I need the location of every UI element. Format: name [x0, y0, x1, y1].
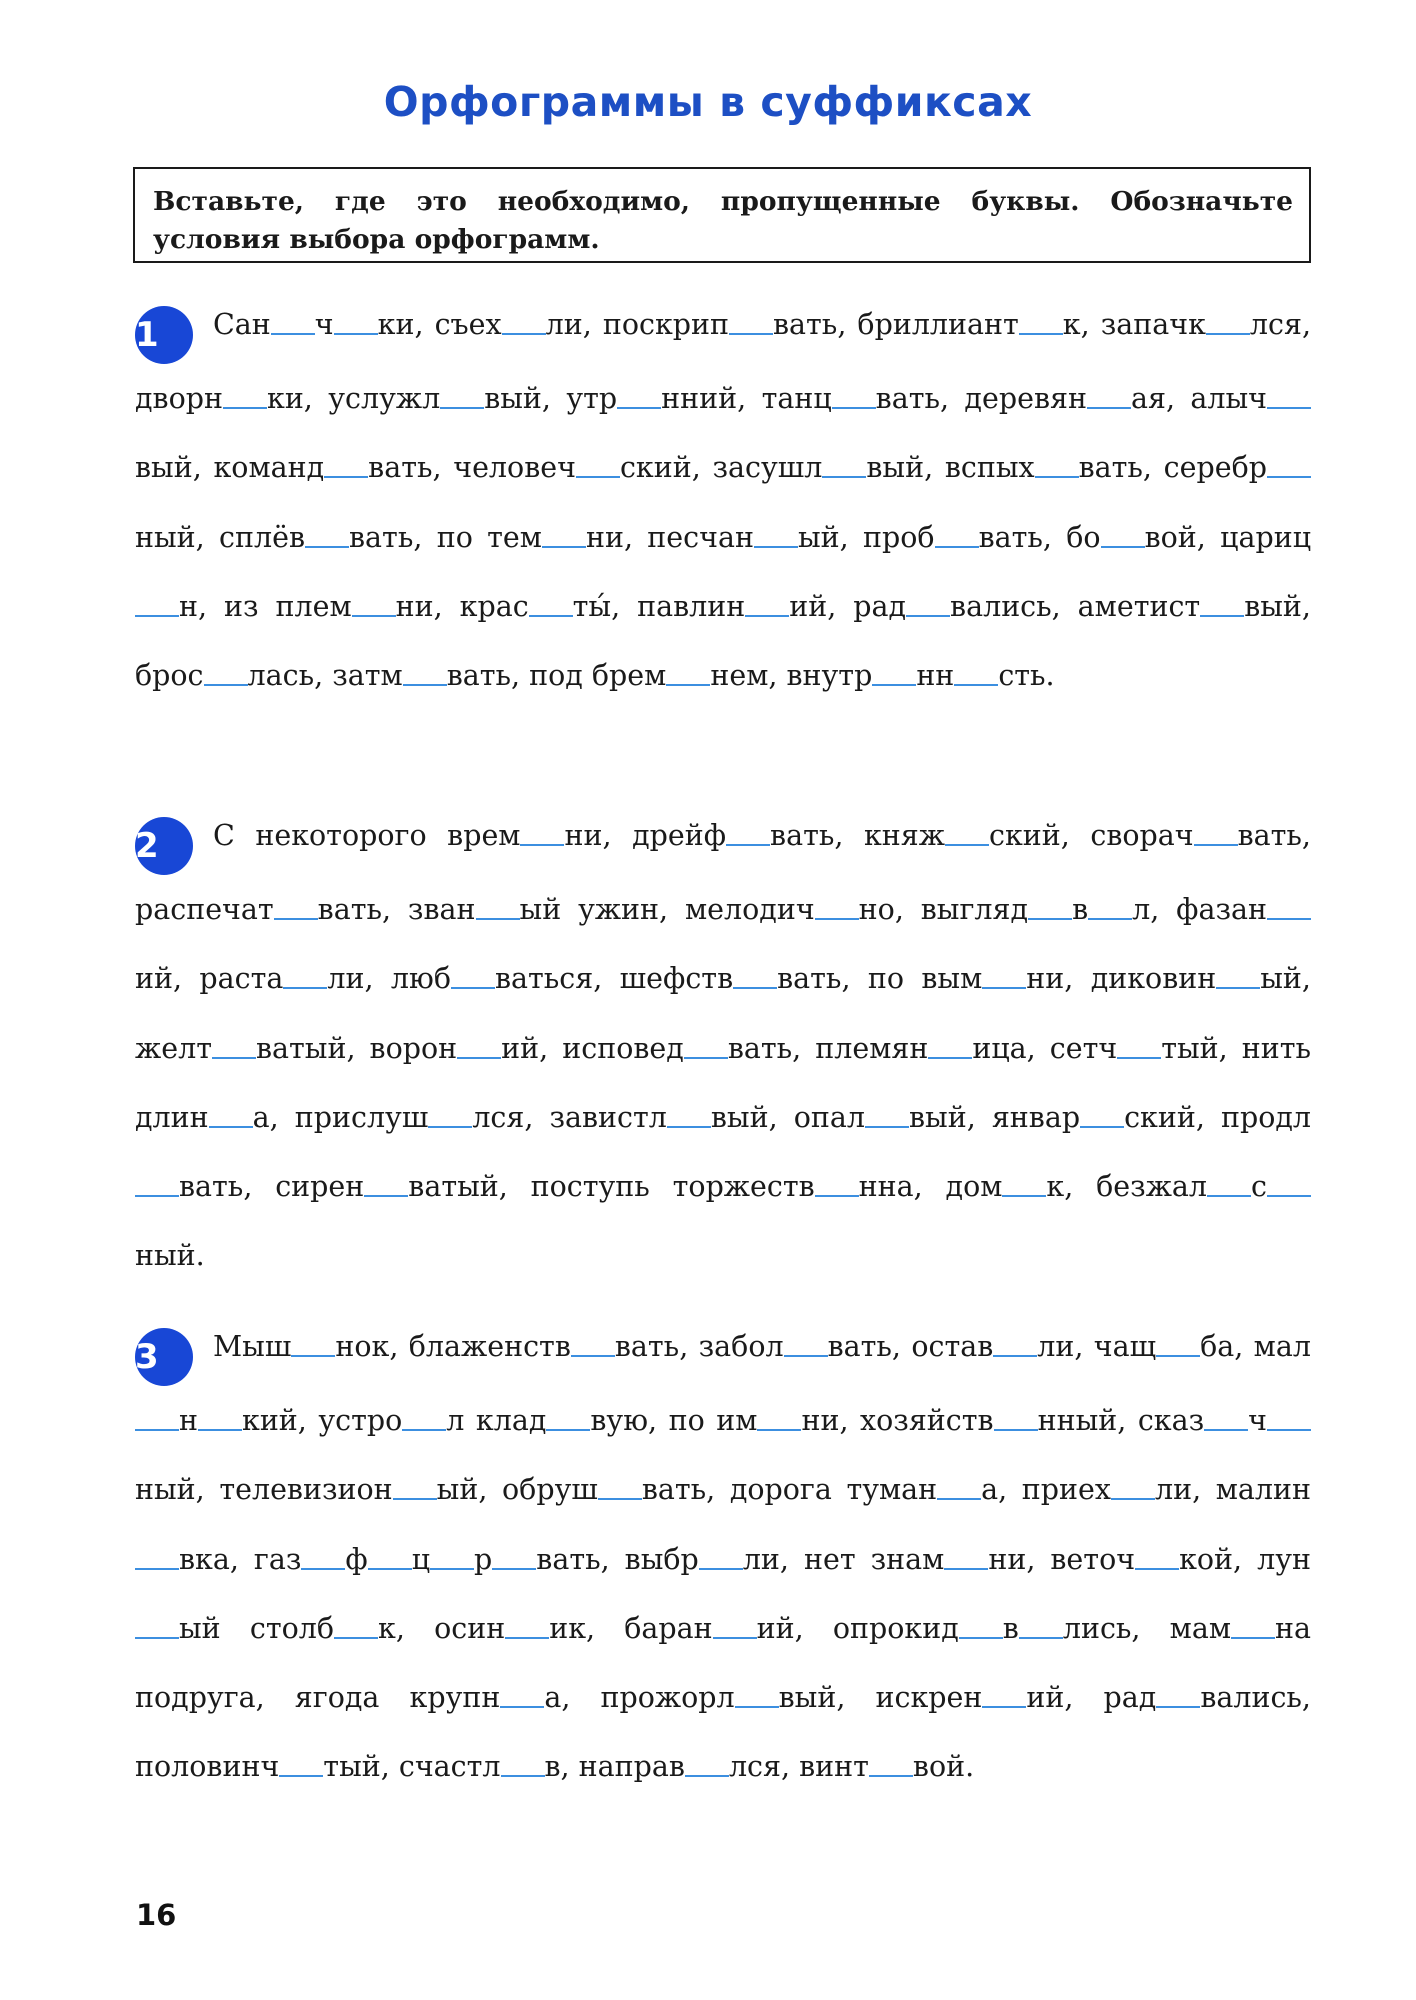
blank-line[interactable]	[822, 476, 866, 478]
text-fragment: вать, сирен	[179, 1170, 365, 1204]
text-fragment: вать, человеч	[368, 451, 576, 485]
blank-line[interactable]	[1101, 546, 1145, 548]
blank-line[interactable]	[1035, 476, 1079, 478]
blank-line[interactable]	[666, 684, 710, 686]
blank-line[interactable]	[1019, 333, 1063, 335]
blank-line[interactable]	[135, 1429, 179, 1431]
text-fragment: ий, раста	[135, 962, 284, 996]
text-fragment: ый, проб	[797, 520, 935, 554]
blank-line[interactable]	[784, 1355, 828, 1357]
blank-line[interactable]	[832, 407, 876, 409]
blank-line[interactable]	[1028, 918, 1072, 920]
blank-line[interactable]	[283, 987, 327, 989]
blank-line[interactable]	[735, 1706, 779, 1708]
blank-line[interactable]	[279, 1775, 323, 1777]
instruction-box: Вставьте, где это необходимо, пропущенные буквы. Обозначьте условия выбора орфограмм.	[133, 167, 1311, 263]
text-fragment: вались, аметист	[950, 589, 1201, 623]
text-fragment: ик, баран	[549, 1611, 713, 1645]
blank-line[interactable]	[352, 615, 396, 617]
blank-line[interactable]	[520, 844, 564, 846]
blank-line[interactable]	[1267, 1195, 1311, 1197]
blank-line[interactable]	[135, 615, 179, 617]
blank-line[interactable]	[428, 1126, 472, 1128]
text-fragment: ки, съех	[377, 308, 502, 341]
blank-line[interactable]	[571, 1355, 615, 1357]
text-fragment: ый ужин, мелодич	[519, 893, 815, 926]
blank-line[interactable]	[945, 844, 989, 846]
exercise-number-badge: 1	[135, 306, 193, 364]
text-fragment: к, запачк	[1062, 308, 1206, 341]
blank-line[interactable]	[1117, 1057, 1161, 1059]
blank-line[interactable]	[393, 1498, 437, 1500]
text-fragment: вать, серебр	[1078, 451, 1267, 485]
page-number: 16	[136, 1898, 177, 1932]
text-fragment: вый, январ	[908, 1100, 1081, 1134]
text-fragment: вой.	[912, 1750, 975, 1784]
blank-line[interactable]	[364, 1195, 408, 1197]
blank-line[interactable]	[505, 1637, 549, 1639]
blank-line[interactable]	[209, 1126, 253, 1128]
blank-line[interactable]	[1216, 987, 1260, 989]
text-fragment: вать, племян	[727, 1031, 929, 1065]
text-fragment: вый, вспых	[866, 451, 1035, 485]
blank-line[interactable]	[684, 1057, 728, 1059]
blank-line[interactable]	[869, 1775, 913, 1777]
text-fragment: в	[1002, 1611, 1019, 1645]
text-fragment: к, осин	[378, 1611, 506, 1645]
text-fragment: вый, брос	[135, 589, 1311, 693]
text-fragment: вать, деревян	[875, 382, 1087, 415]
blank-line[interactable]	[368, 1568, 412, 1570]
text-fragment: ий, исповед	[501, 1031, 684, 1065]
blank-line[interactable]	[815, 918, 859, 920]
text-fragment: вый, команд	[135, 451, 325, 485]
text-fragment: в	[1072, 893, 1089, 926]
text-fragment: Мыш	[213, 1330, 292, 1363]
blank-line[interactable]	[726, 844, 770, 846]
blank-line[interactable]	[546, 1429, 590, 1431]
text-fragment: вать, зван	[317, 893, 476, 926]
text-fragment: ц	[411, 1542, 431, 1576]
text-fragment: ни, веточ	[988, 1542, 1136, 1576]
blank-line[interactable]	[1267, 476, 1311, 478]
blank-line[interactable]	[334, 1637, 378, 1639]
text-fragment: ватый, поступь торжеств	[408, 1170, 815, 1204]
text-fragment: ый столб	[179, 1611, 335, 1645]
text-fragment: ый, желт	[135, 962, 1311, 1065]
text-fragment: вать, выбр	[536, 1542, 699, 1576]
text-fragment: ты́, павлин	[572, 589, 746, 623]
text-fragment: ба, мал	[1200, 1330, 1311, 1363]
text-fragment: ий, рад	[1026, 1681, 1157, 1715]
text-fragment: а, прислуш	[252, 1100, 429, 1134]
text-fragment: ая, алыч	[1130, 382, 1268, 415]
blank-line[interactable]	[1206, 333, 1250, 335]
text-fragment: ли, поскрип	[545, 308, 729, 341]
text-fragment: вую, по им	[590, 1404, 758, 1437]
blank-line[interactable]	[937, 1498, 981, 1500]
text-fragment: ки, услужл	[267, 382, 441, 415]
blank-line[interactable]	[502, 333, 546, 335]
text-fragment: ч	[314, 308, 334, 341]
blank-line[interactable]	[1087, 407, 1131, 409]
text-fragment: ватый, ворон	[255, 1031, 458, 1065]
text-fragment: ли, люб	[327, 962, 451, 996]
blank-line[interactable]	[334, 333, 378, 335]
text-fragment: вать, под брем	[446, 659, 667, 693]
text-fragment: тый, счастл	[323, 1750, 501, 1784]
blank-line[interactable]	[576, 476, 620, 478]
blank-line[interactable]	[815, 1195, 859, 1197]
text-fragment: ский, сворач	[988, 819, 1194, 852]
text-fragment: вать, по тем	[349, 520, 542, 554]
blank-line[interactable]	[324, 476, 368, 478]
text-fragment: ваться, шефств	[494, 962, 734, 996]
text-fragment: ни, крас	[395, 589, 529, 623]
exercise-number-badge: 2	[135, 817, 193, 875]
blank-line[interactable]	[274, 918, 318, 920]
text-fragment: н	[179, 1404, 198, 1437]
blank-line[interactable]	[301, 1568, 345, 1570]
blank-line[interactable]	[542, 546, 586, 548]
blank-line[interactable]	[476, 918, 520, 920]
blank-line[interactable]	[1267, 1429, 1311, 1431]
blank-line[interactable]	[457, 1057, 501, 1059]
text-fragment: вый, искрен	[778, 1681, 983, 1715]
text-fragment: нем, внутр	[710, 659, 873, 693]
text-fragment: нок, блаженств	[335, 1330, 571, 1363]
text-fragment: вать, княж	[770, 819, 945, 852]
blank-line[interactable]	[1019, 1637, 1063, 1639]
blank-line[interactable]	[1135, 1568, 1179, 1570]
text-fragment: ский, продл	[1124, 1100, 1311, 1134]
blank-line[interactable]	[1267, 407, 1311, 409]
blank-line[interactable]	[135, 1568, 179, 1570]
blank-line[interactable]	[872, 684, 916, 686]
text-fragment: с	[1251, 1170, 1267, 1204]
blank-line[interactable]	[928, 1057, 972, 1059]
text-fragment: ни, песчан	[585, 520, 754, 554]
blank-line[interactable]	[713, 1637, 757, 1639]
text-fragment: нна, дом	[858, 1170, 1003, 1204]
blank-line[interactable]	[271, 333, 315, 335]
text-fragment: ни, диковин	[1026, 962, 1217, 996]
text-fragment: к, безжал	[1046, 1170, 1208, 1204]
blank-line[interactable]	[699, 1568, 743, 1570]
text-fragment: вать, распечат	[135, 819, 1311, 926]
exercise-1	[135, 290, 1311, 710]
blank-line[interactable]	[1267, 918, 1311, 920]
text-fragment: кий, устро	[242, 1404, 403, 1437]
blank-line[interactable]	[959, 1637, 1003, 1639]
blank-line[interactable]	[440, 407, 484, 409]
text-fragment: лись, мам	[1062, 1611, 1231, 1645]
blank-line[interactable]	[529, 615, 573, 617]
blank-line[interactable]	[757, 1429, 801, 1431]
text-fragment: С некоторого врем	[213, 819, 521, 852]
blank-line[interactable]	[212, 1057, 256, 1059]
blank-line[interactable]	[223, 407, 267, 409]
blank-line[interactable]	[754, 546, 798, 548]
blank-line[interactable]	[954, 684, 998, 686]
text-fragment: вка, газ	[179, 1542, 302, 1576]
blank-line[interactable]	[685, 1775, 729, 1777]
text-fragment: нн	[916, 659, 955, 693]
text-fragment: л клад	[446, 1404, 547, 1437]
blank-line[interactable]	[1156, 1706, 1200, 1708]
blank-line[interactable]	[1088, 918, 1132, 920]
text-fragment: ни, хозяйств	[801, 1404, 994, 1437]
text-fragment: ский, засушл	[619, 451, 823, 485]
text-fragment: но, выгляд	[858, 893, 1029, 926]
text-fragment: а, приех	[981, 1473, 1111, 1507]
text-fragment: лся, дворн	[135, 308, 1312, 415]
text-fragment: л, фазан	[1132, 893, 1267, 926]
page-title: Орфограммы в суффиксах	[383, 78, 1033, 126]
text-fragment: вый, опал	[710, 1100, 865, 1134]
text-fragment: ый, обруш	[436, 1473, 598, 1507]
blank-line[interactable]	[402, 1429, 446, 1431]
blank-line[interactable]	[1156, 1355, 1200, 1357]
blank-line[interactable]	[729, 333, 773, 335]
text-fragment: ный, телевизион	[135, 1473, 393, 1507]
text-fragment: Сан	[213, 308, 271, 341]
text-fragment: ни, дрейф	[564, 819, 727, 852]
text-fragment: вать, бриллиант	[773, 308, 1019, 341]
text-fragment: ли, малин	[1154, 1473, 1311, 1507]
text-fragment: сть.	[998, 659, 1055, 693]
text-fragment: вый, утр	[484, 382, 618, 415]
blank-line[interactable]	[501, 1775, 545, 1777]
text-fragment: ий, опрокид	[756, 1611, 959, 1645]
blank-line[interactable]	[993, 1355, 1037, 1357]
text-fragment: ий, рад	[789, 589, 907, 623]
blank-line[interactable]	[944, 1568, 988, 1570]
text-fragment: ч	[1248, 1404, 1267, 1437]
blank-line[interactable]	[865, 1126, 909, 1128]
text-fragment: вать, остав	[827, 1330, 994, 1363]
text-fragment: вать, дорога туман	[641, 1473, 938, 1507]
text-fragment: ный.	[135, 1239, 205, 1273]
blank-line[interactable]	[733, 987, 777, 989]
text-fragment: лась, затм	[247, 659, 403, 693]
blank-line[interactable]	[982, 1706, 1026, 1708]
blank-line[interactable]	[198, 1429, 242, 1431]
blank-line[interactable]	[994, 1429, 1038, 1431]
blank-line[interactable]	[291, 1355, 335, 1357]
blank-line[interactable]	[403, 684, 447, 686]
text-fragment: ный, сплёв	[135, 520, 306, 554]
blank-line[interactable]	[1204, 1429, 1248, 1431]
text-fragment: р	[474, 1542, 493, 1576]
blank-line[interactable]	[667, 1126, 711, 1128]
text-fragment: лся, винт	[728, 1750, 869, 1784]
blank-line[interactable]	[982, 987, 1026, 989]
text-fragment: а, прожорл	[544, 1681, 735, 1715]
text-fragment: вать, забол	[614, 1330, 784, 1363]
text-fragment: вой, цариц	[1144, 520, 1312, 554]
text-fragment: вались, половинч	[135, 1681, 1311, 1784]
text-fragment: тый, нить длин	[135, 1031, 1311, 1134]
blank-line[interactable]	[1111, 1498, 1155, 1500]
blank-line[interactable]	[204, 684, 248, 686]
blank-line[interactable]	[906, 615, 950, 617]
text-fragment: вать, по вым	[777, 962, 983, 996]
text-fragment: лся, завистл	[472, 1100, 667, 1134]
exercise-2	[135, 801, 1311, 1291]
text-fragment: нный, сказ	[1037, 1404, 1205, 1437]
blank-line[interactable]	[492, 1568, 536, 1570]
text-fragment: ли, чащ	[1037, 1330, 1157, 1363]
blank-line[interactable]	[1231, 1637, 1275, 1639]
blank-line[interactable]	[1002, 1195, 1046, 1197]
blank-line[interactable]	[430, 1568, 474, 1570]
blank-line[interactable]	[1207, 1195, 1251, 1197]
text-fragment: на подруга, ягода крупн	[135, 1611, 1311, 1715]
blank-line[interactable]	[500, 1706, 544, 1708]
text-fragment: ф	[345, 1542, 368, 1576]
blank-line[interactable]	[935, 546, 979, 548]
text-fragment: ица, сетч	[972, 1031, 1118, 1065]
blank-line[interactable]	[305, 546, 349, 548]
blank-line[interactable]	[135, 1637, 179, 1639]
blank-line[interactable]	[451, 987, 495, 989]
blank-line[interactable]	[745, 615, 789, 617]
exercise-number-badge: 3	[135, 1328, 193, 1386]
text-fragment: в, направ	[544, 1750, 685, 1784]
text-fragment: ли, нет знам	[742, 1542, 945, 1576]
blank-line[interactable]	[1200, 615, 1244, 617]
text-fragment: н, из плем	[179, 589, 352, 623]
text-fragment: вать, бо	[978, 520, 1101, 554]
blank-line[interactable]	[135, 1195, 179, 1197]
text-fragment: нний, танц	[661, 382, 832, 415]
text-fragment: кой, лун	[1179, 1542, 1311, 1576]
blank-line[interactable]	[598, 1498, 642, 1500]
exercise-3	[135, 1312, 1311, 1802]
blank-line[interactable]	[1080, 1126, 1124, 1128]
blank-line[interactable]	[1194, 844, 1238, 846]
blank-line[interactable]	[617, 407, 661, 409]
